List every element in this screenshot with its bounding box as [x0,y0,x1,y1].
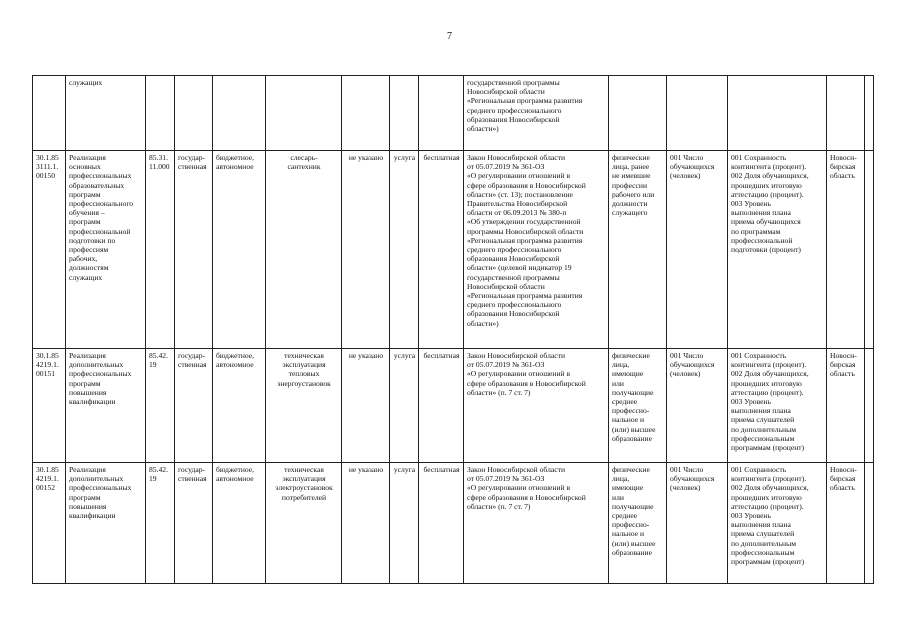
cell-consumers: физические лица, имеющие или получающие среднее профессио- нальное и (или) высшее образование [609,463,667,584]
cell-payment: бесплатная [419,463,464,584]
cell-region: Новоси- бирская область [827,349,865,463]
cell-service-name: Реализация основных профессиональных образовательных программ профессионального обучения – программ профессиональной подготовки по профессиям рабочих, должностям служащих [66,151,146,349]
cell-service-name: Реализация дополнительных профессиональных программ повышения квалификации [66,463,146,584]
cell-institution-type: государ- ственная [175,349,213,463]
cell-extra [865,151,874,349]
cell-code: 30.1.85 4219.1. 00151 [33,349,66,463]
cell-volume-indicators [667,76,728,151]
cell-content: слесарь- сантехник [266,151,342,349]
cell-quality-indicators: 001 Сохранность контингента (процент). 002 Доля обучающихся, прошедших итоговую аттестацию (процент). 003 Уровень выполнения плана приема слушателей по дополнительным профессиональным программам (процент) [728,463,827,584]
services-registry-table [32,75,874,584]
cell-legal-basis: Закон Новосибирской области от 05.07.2019 № 361-ОЗ «О регулировании отношений в сфере образования в Новосибирской области» (п. 7 ст. 7) [464,349,609,463]
cell-quality-indicators: 001 Сохранность контингента (процент). 002 Доля обучающихся, прошедших итоговую аттестацию (процент). 003 Уровень выполнения плана приема слушателей по дополнительным профессиональным программам (процент) [728,349,827,463]
cell-kind [390,76,419,151]
cell-kind: услуга [390,349,419,463]
cell-consumers: физические лица, имеющие или получающие среднее профессио- нальное и (или) высшее образование [609,349,667,463]
cell-code: 30.1.85 4219.1. 00152 [33,463,66,584]
cell-condition: не указано [342,463,390,584]
cell-condition: не указано [342,151,390,349]
cell-payment: бесплатная [419,151,464,349]
cell-extra [865,76,874,151]
cell-consumers [609,76,667,151]
cell-code: 30.1.85 3111.1. 00150 [33,151,66,349]
cell-condition: не указано [342,349,390,463]
cell-okved: 85.42. 19 [146,349,175,463]
page-number: 7 [447,31,452,42]
cell-extra [865,349,874,463]
table-row [33,151,874,349]
cell-kind: услуга [390,463,419,584]
cell-institution-type: государ- ственная [175,463,213,584]
cell-legal-basis: государственной программы Новосибирской области «Региональная программа развития среднего профессионального образования Новосибирской области») [464,76,609,151]
cell-content: техническая эксплуатация электроустановок потребителей [266,463,342,584]
cell-service-name: Реализация дополнительных профессиональных программ повышения квалификации [66,349,146,463]
cell-volume-indicators: 001 Число обучающихся (человек) [667,463,728,584]
cell-content: техническая эксплуатация тепловых энергоустановок [266,349,342,463]
table-row [33,349,874,463]
cell-region: Новоси- бирская область [827,463,865,584]
cell-kind: услуга [390,151,419,349]
cell-quality-indicators: 001 Сохранность контингента (процент). 002 Доля обучающихся, прошедших итоговую аттестацию (процент). 003 Уровень выполнения плана приема обучающихся по программам профессиональной подготовки (процент) [728,151,827,349]
cell-institution-form: бюджетное, автономное [213,349,266,463]
cell-volume-indicators: 001 Число обучающихся (человек) [667,349,728,463]
cell-institution-form [213,76,266,151]
cell-institution-type: государ- ственная [175,151,213,349]
cell-volume-indicators: 001 Число обучающихся (человек) [667,151,728,349]
cell-institution-form: бюджетное, автономное [213,151,266,349]
cell-institution-type [175,76,213,151]
cell-institution-form: бюджетное, автономное [213,463,266,584]
cell-region: Новоси- бирская область [827,151,865,349]
cell-legal-basis: Закон Новосибирской области от 05.07.2019 № 361-ОЗ «О регулировании отношений в сфере образования в Новосибирской области» (ст. 13); постановление Правительства Новосибирской области от 06.09.2013 № 380-п «Об утверждении государственной программы Новосибирской области «Региональная программа развития среднего профессионального образования Новосибирской области» (целевой индикатор 19 государственной программы Новосибирской области «Региональная программа развития среднего профессионального образования Новосибирской области») [464,151,609,349]
table-row [33,76,874,151]
cell-okved: 85.42. 19 [146,463,175,584]
cell-consumers: физические лица, ранее не имевшие профессии рабочего или должности служащего [609,151,667,349]
cell-condition [342,76,390,151]
cell-code [33,76,66,151]
cell-payment [419,76,464,151]
cell-quality-indicators [728,76,827,151]
cell-extra [865,463,874,584]
cell-region [827,76,865,151]
cell-okved: 85.31. 11.000 [146,151,175,349]
cell-legal-basis: Закон Новосибирской области от 05.07.2019 № 361-ОЗ «О регулировании отношений в сфере образования в Новосибирской области» (п. 7 ст. 7) [464,463,609,584]
table-row [33,463,874,584]
cell-service-name: служащих [66,76,146,151]
cell-okved [146,76,175,151]
cell-payment: бесплатная [419,349,464,463]
cell-content [266,76,342,151]
